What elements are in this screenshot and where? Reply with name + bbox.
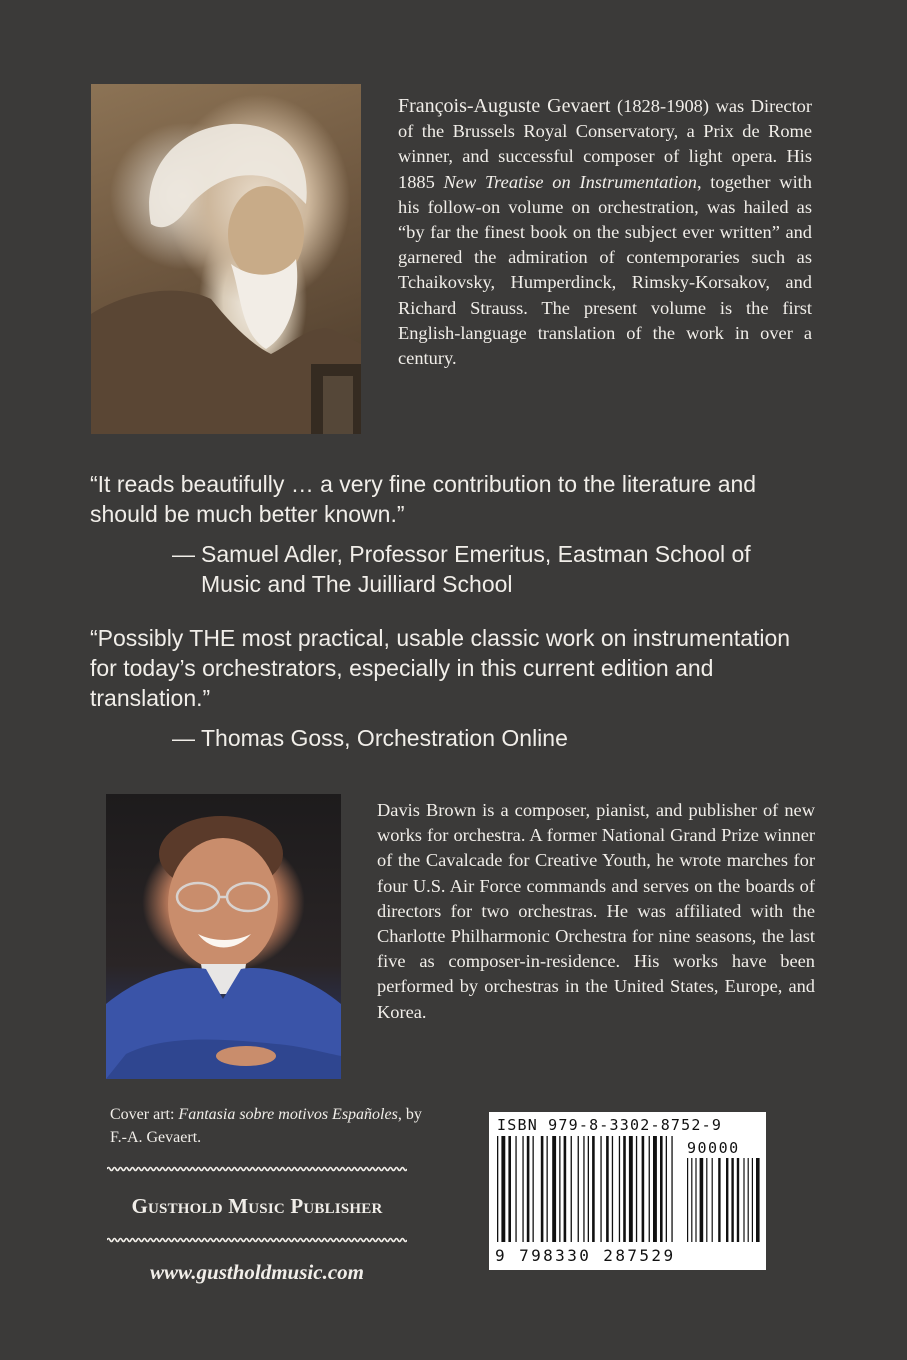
barcode-bar (588, 1136, 589, 1242)
isbn-number: ISBN 979-8-3302-8752-9 (497, 1116, 723, 1134)
barcode-addon-bar (752, 1158, 753, 1242)
treatise-title: New Treatise on Instrumentation (443, 171, 697, 192)
barcode-bar (583, 1136, 584, 1242)
barcode-addon-bar (706, 1158, 707, 1242)
barcode-bar (636, 1136, 637, 1242)
barcode-addon-bar (726, 1158, 728, 1242)
quote-goss: “Possibly THE most practical, usable classic work on instrumentation for today’s orchestrators, especially in this current edition and translation.” (90, 625, 791, 711)
isbn-barcode (489, 1112, 766, 1270)
barcode-bar (522, 1136, 523, 1242)
barcode-bar (666, 1136, 667, 1242)
barcode-bar (623, 1136, 626, 1242)
barcode-bar (649, 1136, 650, 1242)
barcode-addon-bar (687, 1158, 688, 1242)
barcode-bar (606, 1136, 609, 1242)
davis-brown-portrait (106, 794, 341, 1079)
barcode-bar (592, 1136, 595, 1242)
barcode-addon-bar (695, 1158, 696, 1242)
barcode-bar (501, 1136, 505, 1242)
publisher-name: Gusthold Music Publisher (131, 1194, 383, 1218)
wavy-divider (107, 1165, 407, 1173)
barcode-addon-bar (718, 1158, 720, 1242)
barcode-bar (629, 1136, 633, 1242)
barcode-bar (564, 1136, 567, 1242)
gevaert-name: François-Auguste Gevaert (398, 95, 611, 117)
barcode-bar (552, 1136, 556, 1242)
barcode-bar (515, 1136, 516, 1242)
barcode-bar (559, 1136, 560, 1242)
barcode-bar (653, 1136, 657, 1242)
barcode-bar (619, 1136, 620, 1242)
barcode-addon-bar (756, 1158, 760, 1242)
barcode-bar (547, 1136, 548, 1242)
wavy-divider (107, 1236, 407, 1244)
cover-art-credit: Cover art: Fantasia sobre motivos Españoles, by F.-A. Gevaert. (110, 1106, 422, 1146)
gevaert-portrait (91, 84, 361, 434)
gevaert-bio: François-Auguste Gevaert (1828-1908) was Director of the Brussels Royal Conservatory, a Prix de Rome winner, and successful composer of light opera. His 1885 New Treatise on Instrumentation, together with his follow-on volume on orchestration, was hailed as “by far the finest book on the subject ever written” and garnered the admiration of contemporaries such as Tchaikovsky, Humperdinck, Rimsky-Korsakov, and Richard Strauss. The present volume is the first English-language translation of the work in over a century. (398, 95, 812, 369)
barcode-addon-bar (712, 1158, 713, 1242)
barcode-bar (612, 1136, 613, 1242)
barcode-bar (642, 1136, 645, 1242)
barcode-addon-bar (691, 1158, 692, 1242)
quote-adler-attribution: — Samuel Adler, Professor Emeritus, Eastman School of Music and The Juilliard School (172, 541, 751, 597)
quote-goss-attribution: — Thomas Goss, Orchestration Online (172, 725, 568, 751)
barcode-bar (527, 1136, 530, 1242)
barcode-bar (671, 1136, 672, 1242)
gevaert-dates: (1828-1908) (617, 96, 709, 116)
price-code: 90000 (687, 1139, 740, 1157)
barcode-bar (600, 1136, 601, 1242)
barcode-bar (660, 1136, 663, 1242)
barcode-bar (541, 1136, 544, 1242)
ean-digits: 9 798330 287529 (495, 1246, 676, 1265)
barcode-bar (533, 1136, 534, 1242)
barcode-addon-bar (743, 1158, 744, 1242)
quote-adler: “It reads beautifully … a very fine contribution to the literature and should be much better known.” (90, 471, 757, 527)
barcode-addon-bar (700, 1158, 704, 1242)
barcode-bar (508, 1136, 511, 1242)
barcode-addon-bar (737, 1158, 739, 1242)
barcode-addon-bar (748, 1158, 749, 1242)
barcode-addon-bar (731, 1158, 733, 1242)
publisher-website[interactable]: www.gustholdmusic.com (150, 1260, 364, 1284)
davis-brown-bio: Davis Brown is a composer, pianist, and publisher of new works for orchestra. A former National Grand Prize winner of the Cavalcade for Creative Youth, he wrote marches for four U.S. Air Force commands and serves on the boards of directors for two orchestras. He was affiliated with the Charlotte Philharmonic Orchestra for nine seasons, the last five as composer-in-residence. His works have been performed by orchestras in the United States, Europe, and Korea. (377, 800, 815, 1022)
barcode-bar (578, 1136, 579, 1242)
barcode-bar (571, 1136, 572, 1242)
barcode-bar (497, 1136, 498, 1242)
